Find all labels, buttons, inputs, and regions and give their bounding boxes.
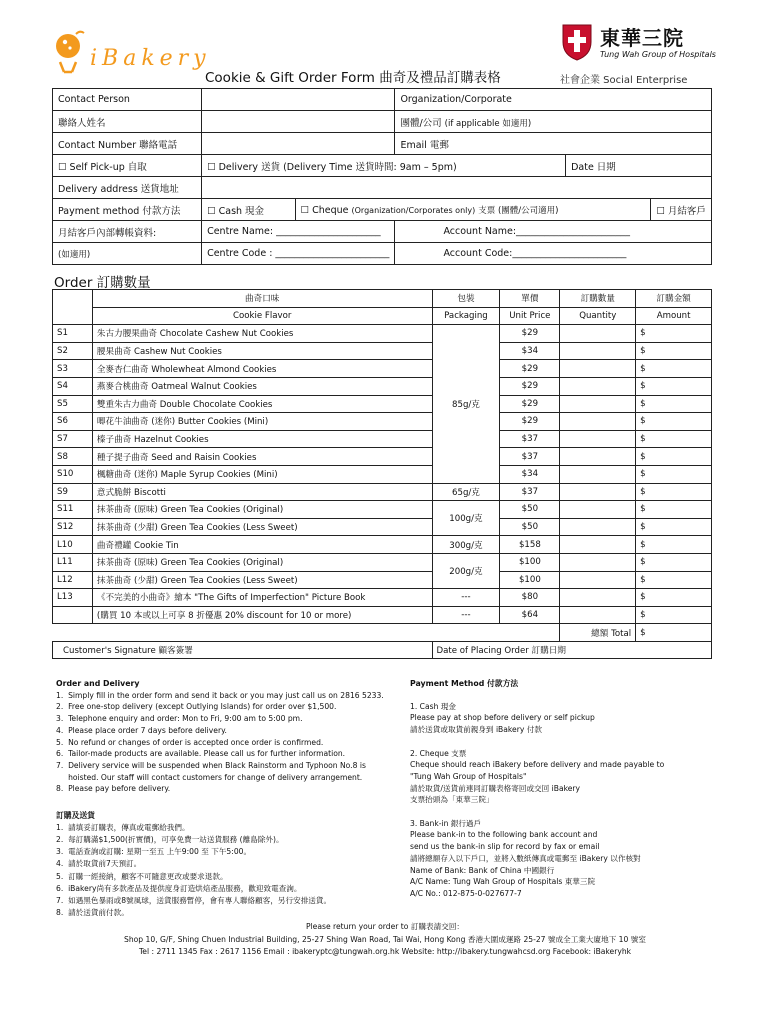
centre-name-field[interactable]: Centre Name: ______________________ <box>202 221 395 243</box>
item-unit-price: $37 <box>500 483 560 501</box>
unit-price-header-cn: 單價 <box>500 290 560 308</box>
ibakery-logo <box>50 28 211 80</box>
instruction-item: 7. Delivery service will be suspended when Black Rainstorm and Typhoon No.8 is <box>56 760 366 770</box>
packaging-85g: 85g/克 <box>432 325 500 483</box>
item-unit-price: $29 <box>500 377 560 395</box>
table-row <box>53 360 712 378</box>
item-flavor: 曲奇禮罐 Cookie Tin <box>92 536 432 554</box>
table-row <box>53 571 712 589</box>
delivery-checkbox[interactable]: ☐ Delivery 送貨 (Delivery Time 送貨時間: 9am – 5pm) <box>202 155 566 177</box>
item-unit-price: $50 <box>500 501 560 519</box>
item-flavor: 全麥杏仁曲奇 Wholewheat Almond Cookies <box>92 360 432 378</box>
flavor-header-cn: 曲奇口味 <box>92 290 432 308</box>
quantity-input[interactable] <box>560 553 636 571</box>
item-amount[interactable]: $ <box>636 536 712 554</box>
item-code: S6 <box>53 413 93 431</box>
item-amount[interactable]: $ <box>636 501 712 519</box>
cheque-checkbox[interactable] <box>295 199 651 221</box>
item-unit-price: $100 <box>500 571 560 589</box>
instruction-item: hoisted. Our staff will contact customers for change of delivery arrangement. <box>56 772 363 782</box>
item-flavor: 榛子曲奇 Hazelnut Cookies <box>92 430 432 448</box>
item-unit-price: $29 <box>500 360 560 378</box>
payment-line: Name of Bank: Bank of China 中國銀行 <box>410 865 555 875</box>
table-row <box>53 413 712 431</box>
order-delivery-en <box>56 678 406 795</box>
item-flavor: 唧花牛油曲奇 (迷你) Butter Cookies (Mini) <box>92 413 432 431</box>
payment-line <box>410 736 730 748</box>
instruction-item: 4. Please place order 7 days before delivery. <box>56 725 227 735</box>
total-row <box>53 624 712 642</box>
quantity-input[interactable] <box>560 395 636 413</box>
payment-line: 請於取貨/送貨前連同訂購表格寄回或交回 iBakery <box>410 783 581 793</box>
item-amount[interactable]: $ <box>636 413 712 431</box>
payment-line: 2. Cheque 支票 <box>410 748 467 758</box>
item-code: S4 <box>53 377 93 395</box>
order-delivery-cn-heading: 訂購及送貨 <box>56 811 95 820</box>
packaging-100g: 100g/克 <box>432 501 500 536</box>
quantity-input[interactable] <box>560 342 636 360</box>
instruction-item-cn: 8. 請於送貨前付款。 <box>56 908 129 918</box>
instruction-item-cn: 2. 每訂購滿$1,500(折實價)，可享免費一站送貨服務 (離島除外)。 <box>56 834 284 844</box>
delivery-address-field[interactable] <box>202 177 712 199</box>
item-code: S9 <box>53 483 93 501</box>
item-unit-price: $29 <box>500 325 560 343</box>
quantity-input[interactable] <box>560 483 636 501</box>
payment-line: "Tung Wah Group of Hospitals" <box>410 771 527 781</box>
item-flavor: 朱古力腰果曲奇 Chocolate Cashew Nut Cookies <box>92 325 432 343</box>
item-flavor: 楓糖曲奇 (迷你) Maple Syrup Cookies (Mini) <box>92 465 432 483</box>
email-label: Email 電郵 <box>395 133 712 155</box>
account-code-field[interactable]: Account Code:________________________ <box>395 243 712 265</box>
centre-code-field[interactable]: Centre Code : ________________________ <box>202 243 395 265</box>
item-amount[interactable]: $ <box>636 553 712 571</box>
table-row <box>53 465 712 483</box>
payment-line: 支票抬頭為「東華三院」 <box>410 795 494 805</box>
amount-header-cn: 訂購金額 <box>636 290 712 308</box>
signature-row <box>53 641 712 659</box>
table-row <box>53 430 712 448</box>
item-flavor: 抹茶曲奇 (原味) Green Tea Cookies (Original) <box>92 553 432 571</box>
total-amount[interactable]: $ <box>636 624 712 642</box>
flavor-header-en: Cookie Flavor <box>92 307 432 325</box>
item-amount[interactable]: $ <box>636 325 712 343</box>
social-enterprise: 社會企業 Social Enterprise <box>560 75 688 86</box>
quantity-input[interactable] <box>560 518 636 536</box>
payment-line: 請於送貨或取貨前親身到 iBakery 付款 <box>410 725 542 735</box>
payment-line: Cheque should reach iBakery before delivery and made payable to <box>410 760 665 770</box>
payment-method-heading: Payment Method 付款方法 <box>410 679 519 688</box>
item-amount[interactable]: $ <box>636 606 712 624</box>
table-row <box>53 589 712 607</box>
instruction-item-cn: 6. iBakery尚有多款產品及提供度身訂造烘焙產品服務，歡迎致電查詢。 <box>56 883 302 893</box>
table-row <box>53 536 712 554</box>
order-delivery-cn <box>56 810 416 919</box>
if-applicable-cn-label: (如適用) <box>53 243 202 265</box>
payment-line: Please bank-in to the following bank account and <box>410 830 598 840</box>
item-code: S2 <box>53 342 93 360</box>
item-amount[interactable]: $ <box>636 430 712 448</box>
organization-cn-label: 團體/公司 <box>400 117 442 129</box>
item-code: S12 <box>53 518 93 536</box>
total-label: 總額 Total <box>560 624 636 642</box>
item-packaging: --- <box>432 589 500 607</box>
account-name-field[interactable]: Account Name:________________________ <box>395 221 712 243</box>
payment-line: 1. Cash 現金 <box>410 701 456 711</box>
item-amount[interactable]: $ <box>636 465 712 483</box>
table-row <box>53 448 712 466</box>
item-amount[interactable]: $ <box>636 448 712 466</box>
item-amount[interactable]: $ <box>636 571 712 589</box>
item-flavor: 種子提子曲奇 Seed and Raisin Cookies <box>92 448 432 466</box>
table-row <box>53 483 712 501</box>
cheque-cn-label: 支票 (團體/公司適用) <box>478 205 559 216</box>
contact-number-field[interactable] <box>202 133 395 155</box>
quantity-header-cn: 訂購數量 <box>560 290 636 308</box>
item-flavor: (購買 10 本或以上可享 8 折優惠 20% discount for 10 or more) <box>92 606 432 624</box>
payment-line: 3. Bank-in 銀行過戶 <box>410 818 482 828</box>
footer-address: Shop 10, G/F, Shing Chuen Industrial Building, 25-27 Shing Wan Road, Tai Wai, Hong Kong 香港大圍成運路 25-27 號成全工業大廈地下 10 號室 <box>124 935 646 944</box>
quantity-input[interactable] <box>560 430 636 448</box>
amount-header-en: Amount <box>636 307 712 325</box>
item-amount[interactable]: $ <box>636 377 712 395</box>
item-flavor: 意式脆餅 Biscotti <box>92 483 432 501</box>
quantity-input[interactable] <box>560 589 636 607</box>
table-row <box>53 501 712 519</box>
instruction-item: 2. Free one-stop delivery (except Outlying Islands) for order over $1,500. <box>56 702 337 712</box>
item-amount[interactable]: $ <box>636 589 712 607</box>
table-row <box>53 606 712 624</box>
instruction-item: 3. Telephone enquiry and order: Mon to Fri, 9:00 am to 5:00 pm. <box>56 714 303 724</box>
contact-person-cn-label: 聯絡人姓名 <box>53 111 202 133</box>
return-notice: Please return your order to 訂購表請交回： <box>305 922 465 931</box>
item-unit-price: $37 <box>500 448 560 466</box>
instruction-item-cn: 7. 如遇黑色暴雨或8號風球，送貨服務暫停，會有專人聯絡顧客，另行安排送貨。 <box>56 895 332 905</box>
signature-label: Customer's Signature 顧客簽署 <box>53 641 433 659</box>
item-code: L12 <box>53 571 93 589</box>
item-code: S1 <box>53 325 93 343</box>
footer-contact: Tel : 2711 1345 Fax : 2617 1156 Email : ibakeryptc@tungwah.org.hk Website: http://ibakery.tungwahcsd.org Facebook: iBakeryhk <box>138 947 632 956</box>
item-flavor: 《不完美的小曲奇》繪本 "The Gifts of Imperfection" Picture Book <box>92 589 432 607</box>
instruction-item: 1. Simply fill in the order form and send it back or you may just call us on 2816 5233. <box>56 690 384 700</box>
item-amount[interactable]: $ <box>636 395 712 413</box>
item-code: S10 <box>53 465 93 483</box>
delivery-address-label: Delivery address 送貨地址 <box>53 177 202 199</box>
quantity-input[interactable] <box>560 536 636 554</box>
contact-person-label: Contact Person <box>53 89 202 111</box>
organization-label: Organization/Corporate <box>395 89 712 111</box>
payment-line: Please pay at shop before delivery or self pickup <box>410 713 595 723</box>
quantity-header-en: Quantity <box>560 307 636 325</box>
item-unit-price: $37 <box>500 430 560 448</box>
contact-person-field[interactable] <box>202 89 395 111</box>
unit-price-header-en: Unit Price <box>500 307 560 325</box>
item-code: S7 <box>53 430 93 448</box>
item-code <box>53 606 93 624</box>
item-code: S8 <box>53 448 93 466</box>
item-unit-price: $29 <box>500 395 560 413</box>
payment-line: A/C Name: Tung Wah Group of Hospitals 東華三院 <box>410 877 596 887</box>
date-placing-label: Date of Placing Order 訂購日期 <box>432 641 711 659</box>
quantity-input[interactable] <box>560 501 636 519</box>
order-heading: Order 訂購數量 <box>54 275 151 291</box>
item-unit-price: $29 <box>500 413 560 431</box>
instruction-item-cn: 3. 電話查詢或訂購: 星期一至五 上午9:00 至 下午5:00。 <box>56 847 252 857</box>
payment-method-section <box>410 678 730 900</box>
monthly-info-label: 月結客戶內部轉帳資料: <box>53 221 202 243</box>
item-amount[interactable]: $ <box>636 360 712 378</box>
contact-table <box>52 88 712 265</box>
quantity-input[interactable] <box>560 377 636 395</box>
payment-line: 請將總額存入以下戶口，並將入數紙傳真或電郵至 iBakery 以作核對 <box>410 853 641 863</box>
table-row <box>53 342 712 360</box>
item-code: S5 <box>53 395 93 413</box>
item-unit-price: $34 <box>500 342 560 360</box>
item-amount[interactable]: $ <box>636 518 712 536</box>
total-spacer <box>53 624 560 642</box>
payment-line <box>410 806 730 818</box>
item-unit-price: $158 <box>500 536 560 554</box>
item-unit-price: $64 <box>500 606 560 624</box>
quantity-input[interactable] <box>560 448 636 466</box>
instruction-item-cn: 5. 訂購一經接納，顧客不可隨意更改或要求退款。 <box>56 871 228 881</box>
cash-checkbox[interactable]: ☐ Cash 現金 <box>202 199 295 221</box>
packaging-header-en: Packaging <box>432 307 500 325</box>
item-flavor: 抹茶曲奇 (原味) Green Tea Cookies (Original) <box>92 501 432 519</box>
code-header <box>53 290 93 325</box>
date-label: Date 日期 <box>566 155 712 177</box>
self-pickup-checkbox[interactable]: ☐ Self Pick-up 自取 <box>53 155 202 177</box>
item-flavor: 抹茶曲奇 (少甜) Green Tea Cookies (Less Sweet) <box>92 571 432 589</box>
logo-text: iBakery <box>90 46 211 71</box>
monthly-checkbox[interactable]: ☐ 月結客戶 <box>651 199 712 221</box>
quantity-input[interactable] <box>560 465 636 483</box>
quantity-input[interactable] <box>560 606 636 624</box>
quantity-input[interactable] <box>560 571 636 589</box>
payment-line: A/C No.: 012-875-0-027677-7 <box>410 888 522 898</box>
item-packaging: 300g/克 <box>432 536 500 554</box>
item-code: L10 <box>53 536 93 554</box>
packaging-200g: 200g/克 <box>432 553 500 588</box>
page-title: Cookie & Gift Order Form 曲奇及禮品訂購表格 <box>205 70 501 86</box>
contact-number-label: Contact Number 聯絡電話 <box>53 133 202 155</box>
item-code: S3 <box>53 360 93 378</box>
table-row <box>53 325 712 343</box>
item-packaging: --- <box>432 606 500 624</box>
item-unit-price: $100 <box>500 553 560 571</box>
order-table <box>52 289 712 659</box>
cheque-label: ☐ Cheque <box>300 204 349 216</box>
table-row <box>53 395 712 413</box>
item-code: S11 <box>53 501 93 519</box>
item-amount[interactable]: $ <box>636 342 712 360</box>
table-row <box>53 518 712 536</box>
twgh-crest-icon <box>560 22 594 62</box>
payment-method-label: Payment method 付款方法 <box>53 199 202 221</box>
item-unit-price: $50 <box>500 518 560 536</box>
item-unit-price: $34 <box>500 465 560 483</box>
item-packaging: 65g/克 <box>432 483 500 501</box>
payment-line: send us the bank-in slip for record by fax or email <box>410 842 600 852</box>
item-amount[interactable]: $ <box>636 483 712 501</box>
item-flavor: 抹茶曲奇 (少甜) Green Tea Cookies (Less Sweet) <box>92 518 432 536</box>
order-delivery-heading: Order and Delivery <box>56 679 140 688</box>
instruction-item-cn: 1. 請填妥訂購表，傳真或電郵給我們。 <box>56 822 190 832</box>
twgh-name-cn: 東華三院 <box>600 26 684 50</box>
table-row <box>53 377 712 395</box>
packaging-header-cn: 包裝 <box>432 290 500 308</box>
if-applicable-label: (if applicable 如適用) <box>444 118 532 129</box>
instruction-item: 8. Please pay before delivery. <box>56 784 171 794</box>
contact-person-field-2[interactable] <box>202 111 395 133</box>
quantity-input[interactable] <box>560 413 636 431</box>
item-flavor: 腰果曲奇 Cashew Nut Cookies <box>92 342 432 360</box>
quantity-input[interactable] <box>560 360 636 378</box>
cheque-note: (Organization/Corporates only) <box>351 205 476 215</box>
item-unit-price: $80 <box>500 589 560 607</box>
item-flavor: 雙重朱古力曲奇 Double Chocolate Cookies <box>92 395 432 413</box>
instruction-item: 6. Tailor-made products are available. Please call us for further information. <box>56 749 346 759</box>
instruction-item-cn: 4. 請於取貨前7天預訂。 <box>56 859 142 869</box>
item-code: L13 <box>53 589 93 607</box>
item-code: L11 <box>53 553 93 571</box>
organization-cn-cell[interactable] <box>395 111 712 133</box>
item-flavor: 燕麥合桃曲奇 Oatmeal Walnut Cookies <box>92 377 432 395</box>
table-row <box>53 553 712 571</box>
instruction-item: 5. No refund or changes of order is accepted once order is confirmed. <box>56 737 324 747</box>
quantity-input[interactable] <box>560 325 636 343</box>
twgh-name-en: Tung Wah Group of Hospitals <box>600 50 716 59</box>
